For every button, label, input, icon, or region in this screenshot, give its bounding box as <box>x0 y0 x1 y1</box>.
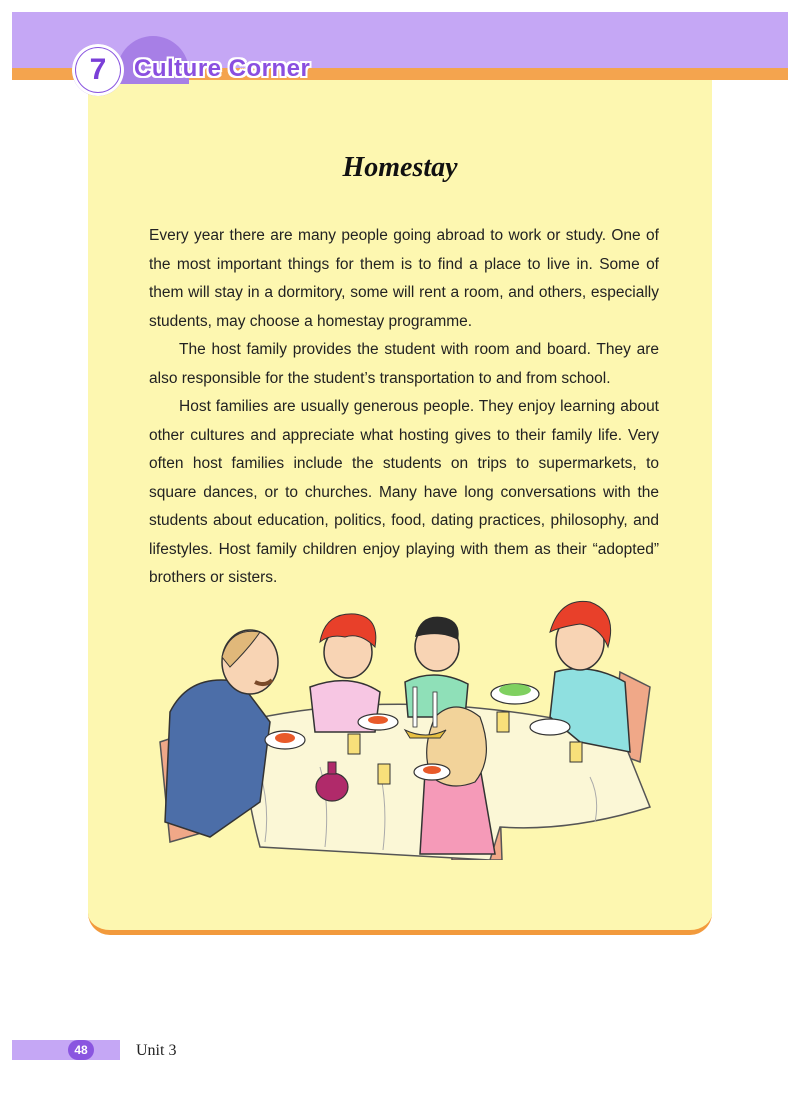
section-title: Culture Corner <box>134 55 311 82</box>
section-number-badge-inner <box>76 48 120 92</box>
paragraph-1: Every year there are many people going abroad to work or study. One of the most important things for them is to find a place to live in. Some of them will stay in a dormitory, some will rent a room, and others, especially students, may choose a homestay programme. <box>149 227 659 330</box>
unit-label: Unit 3 <box>136 1042 177 1059</box>
paragraph-3: Host families are usually generous people. They enjoy learning about other cultures and appreciate what hosting gives to their family life. Very often host families include the students on trips to supermarkets, to square dances, or to churches. Many have long conversations with the students about education, politics, food, dating practices, philosophy, and lifestyles. Host family children enjoy playing with them as their “adopted” brothers or sisters. <box>149 398 659 586</box>
family-dinner-illustration <box>150 592 662 860</box>
page-number: 48 <box>68 1040 94 1060</box>
paragraph-2: The host family provides the student with room and board. They are also responsible for the student’s transportation to and from school. <box>149 341 659 387</box>
article-body <box>149 222 659 593</box>
article-title: Homestay <box>342 152 458 183</box>
footer-bar <box>12 1040 120 1060</box>
section-number: 7 <box>89 53 107 86</box>
